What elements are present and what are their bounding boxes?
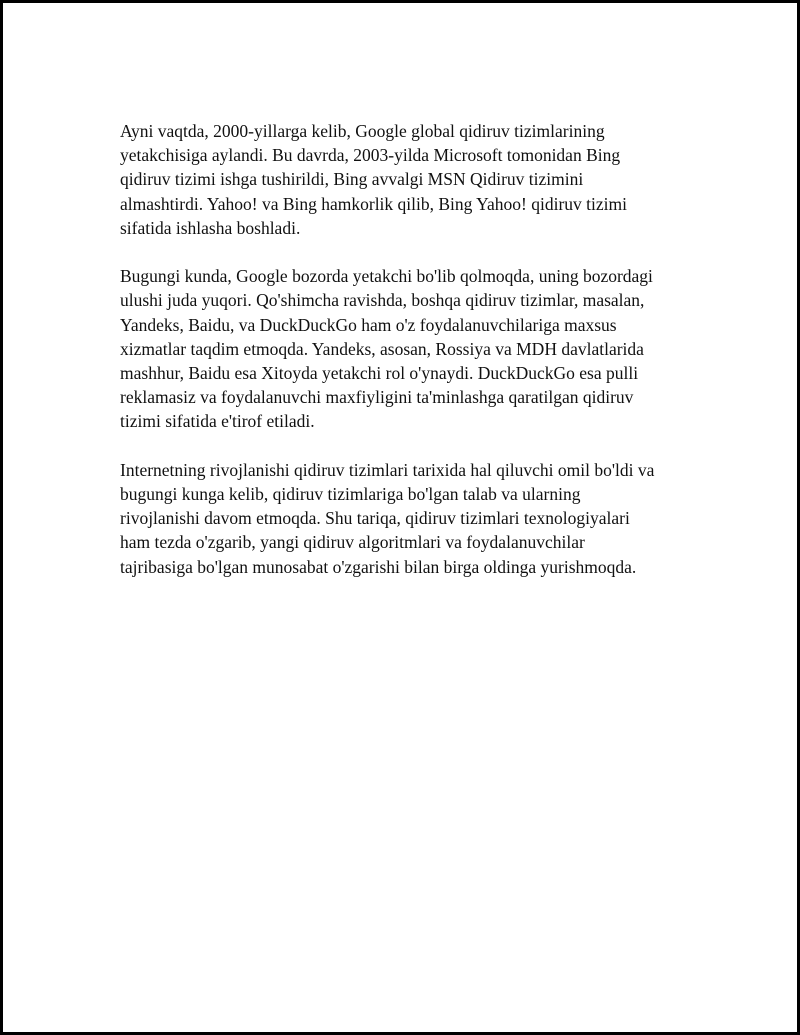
document-body xyxy=(120,119,690,603)
paragraph-1: Ayni vaqtda, 2000-yillarga kelib, Google global qidiruv tizimlarining yetakchisiga aylandi. Bu davrda, 2003-yilda Microsoft tomonidan Bing qidiruv tizimi ishga tushirildi, Bing avvalgi MSN Qidiruv tizimini almashtirdi. Yahoo! va Bing hamkorlik qilib, Bing Yahoo! qidiruv tizimi sifatida ishlasha boshladi. xyxy=(120,121,628,238)
paragraph-2: Bugungi kunda, Google bozorda yetakchi bo'lib qolmoqda, uning bozordagi ulushi juda yuqori. Qo'shimcha ravishda, boshqa qidiruv tizimlar, masalan, Yandeks, Baidu, va DuckDuckGo ham o'z foydalanuvchilariga maxsus xizmatlar taqdim etmoqda. Yandeks, asosan, Rossiya va MDH davlatlarida mashhur, Baidu esa Xitoyda yetakchi rol o'ynaydi. DuckDuckGo esa pulli reklamasiz va foydalanuvchi maxfiyligini ta'minlashga qaratilgan qidiruv tizimi sifatida e'tirof etiladi. xyxy=(120,266,653,432)
paragraph-3: Internetning rivojlanishi qidiruv tizimlari tarixida hal qiluvchi omil bo'ldi va bugungi kunga kelib, qidiruv tizimlariga bo'lgan talab va ularning rivojlanishi davom etmoqda. Shu tariqa, qidiruv tizimlari texnologiyalari ham tezda o'zgarib, yangi qidiruv algoritmlari va foydalanuvchilar tajribasiga bo'lgan munosabat o'zgarishi bilan birga oldinga yurishmoqda. xyxy=(120,459,655,577)
